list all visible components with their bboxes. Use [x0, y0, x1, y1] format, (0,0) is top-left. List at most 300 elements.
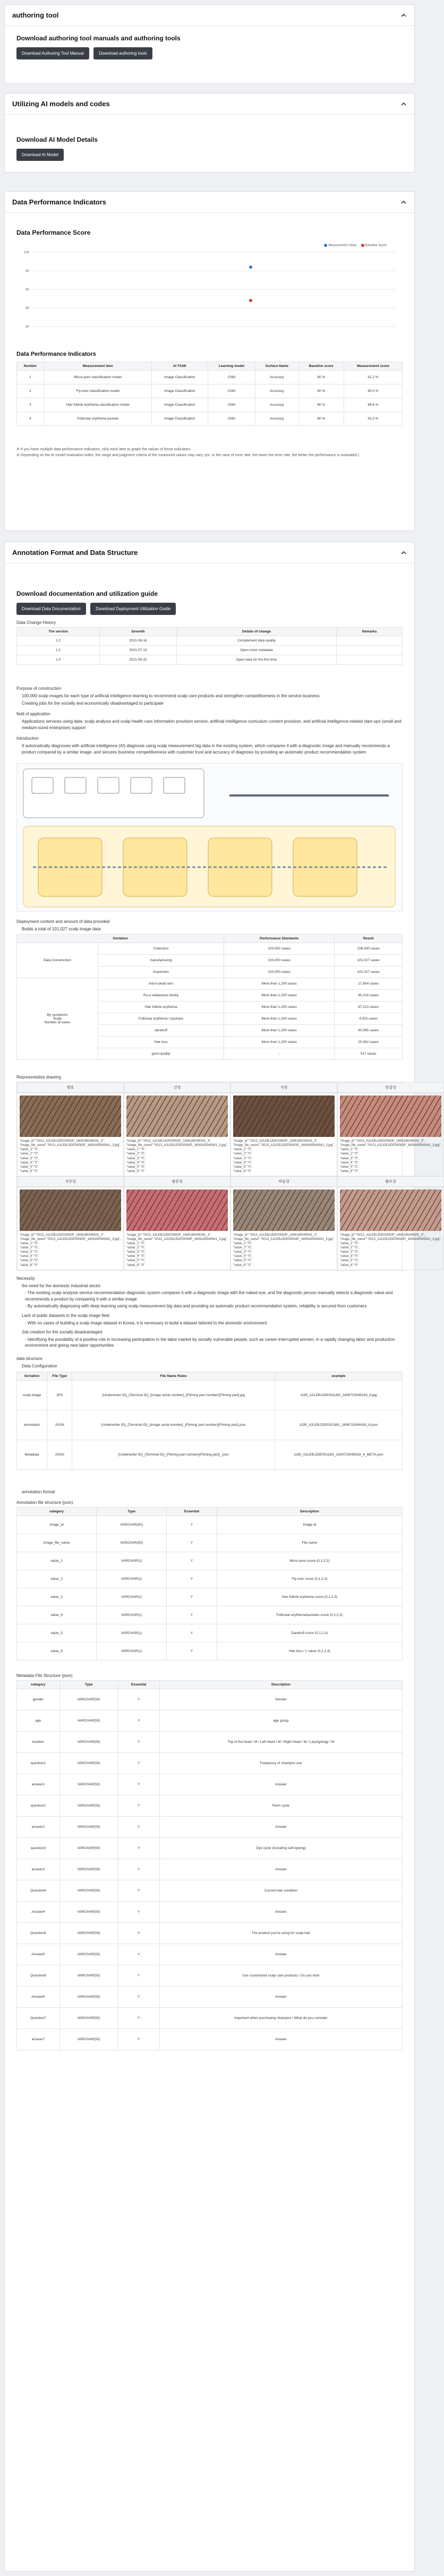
table-cell: Y [118, 1710, 159, 1732]
measurement-point[interactable] [249, 266, 252, 269]
table-cell: Y [118, 1944, 159, 1965]
table-cell: Y [167, 1642, 217, 1661]
table-cell: Question4 [17, 1880, 60, 1902]
annotation-table [16, 1507, 403, 1661]
table-row [17, 1624, 403, 1642]
rep-label: Representative drawing [16, 1075, 62, 1080]
table-cell: age [17, 1710, 60, 1732]
table-row [17, 2008, 403, 2029]
table-cell: 1.0 [17, 655, 100, 665]
table-cell: answer7 [17, 2029, 60, 2050]
table-cell: Micro-pore score (0,1,2,3) [217, 1552, 402, 1570]
table-row [17, 1902, 403, 1923]
group-cell: By symptoms Scalp Number of cases [17, 978, 98, 1060]
table-cell: Current hair condition [159, 1880, 402, 1902]
table-cell: VARCHAR(50) [96, 1516, 166, 1534]
gallery-cell [337, 1093, 444, 1176]
chevron-up-icon[interactable] [400, 101, 407, 107]
table-cell: VARCHAR(50) [59, 1774, 118, 1795]
table-header: Essential [167, 1508, 217, 1516]
table-cell: 100,000 cases [224, 966, 335, 978]
table-cell: question3 [17, 1838, 60, 1859]
table-cell: VARCHAR(50) [59, 1795, 118, 1817]
table-cell: VARCHAR(50) [59, 1923, 118, 1944]
table-header: File Name Rules [72, 1372, 275, 1380]
table-cell: answer3 [17, 1859, 60, 1880]
ai-model-panel [4, 93, 415, 173]
table-row [17, 1732, 403, 1753]
table-cell: VARCHAR(1) [96, 1606, 166, 1624]
table-row [17, 384, 403, 398]
y-tick-label: 90 [25, 288, 29, 292]
struct-label: data structure [16, 1356, 42, 1361]
th: Result [335, 935, 403, 943]
panel-header[interactable] [5, 93, 414, 115]
table-cell: 106,000 cases [335, 943, 403, 955]
section-heading: Download documentation and utilization guide [16, 590, 158, 597]
table-cell: JSON [47, 1440, 72, 1469]
scalp-image [126, 1096, 228, 1137]
table-cell: VARCHAR(50) [59, 2008, 118, 2029]
table-cell: {Underwriter ID}_{Terminal ID}_{Image serial number}_{Filming part number}{Filming part}.json [72, 1410, 275, 1440]
chevron-up-icon[interactable] [400, 550, 407, 556]
purpose-text: 100,000 scalp images for each type of artificial intelligence learning to recommend scalp care products and strengthen competitiveness in the service business [22, 694, 320, 698]
table-cell: Inspection [98, 966, 224, 978]
gallery-cell [124, 1187, 230, 1270]
table-cell: VARCHAR(1) [96, 1624, 166, 1642]
table-cell: VARCHAR(50) [59, 2029, 118, 2050]
nec-1b: - By automatically diagnosing with deep learning using scalp measurement big data and providing an automatic product recommendation system, reliability is secured from customers [25, 1304, 367, 1309]
table-row [17, 1753, 403, 1774]
table-cell: {Underwriter ID}_{Terminal ID}_{Image serial number}_{Filming part number}{Filming part}.jpg [72, 1380, 275, 1410]
table-cell: Collection [98, 943, 224, 955]
table-cell: Accuracy [255, 412, 298, 426]
table-cell: 40,065 cases [335, 1025, 403, 1037]
table-cell: Answer6 [17, 1987, 60, 2008]
chevron-up-icon[interactable] [400, 199, 407, 206]
score-chart [16, 242, 403, 332]
table-cell: Image Classification [152, 384, 208, 398]
table-cell: 1195_A2LEBJJDE00118G_1606723049163_6_META.json [275, 1440, 402, 1469]
table-row [17, 1774, 403, 1795]
table-cell: 1195_A2LEBJJDE00118G_1606723049163_6.json [275, 1410, 402, 1440]
y-tick-label: 100 [23, 251, 29, 254]
indicators-table [16, 362, 403, 426]
table-cell: Image Classification [152, 398, 208, 412]
table-cell: age group [159, 1710, 402, 1732]
history-label: Data Change History [16, 620, 56, 625]
intro-label: Introduction [16, 736, 39, 741]
table-cell: VARCHAR(50) [59, 1965, 118, 1987]
legend-baseline[interactable]: Baseline Score [361, 244, 387, 247]
table-row [17, 2029, 403, 2050]
gallery-heading: 비듬성 [230, 1176, 337, 1187]
intro-text: It automatically diagnoses with artificial intelligence (AI) diagnosis using scalp measurement big data in the existing system, which compares it with a diagnostic image and manually recommends a product compared by a similar image, and secures business competitiveness with customer trust and accuracy of diagnosis by providing an automatic product recommendation system [22, 743, 390, 755]
table-cell: Y [167, 1624, 217, 1642]
field-label: field of application [16, 712, 51, 717]
table-cell: 91.0 % [344, 412, 402, 426]
table-row [17, 412, 403, 426]
chart-legend [324, 244, 387, 247]
table-cell: Image Classification [152, 371, 208, 384]
table-cell: Frequency of shampoo use [159, 1753, 402, 1774]
note-2: ※ Depending on the AI model evaluation index, the range and judgment criteria of the measured values may vary. (ex. In the case of error rate, the lower the error rate, the better the performance is evaluated.) [16, 453, 360, 457]
table-cell: CNN [208, 371, 255, 384]
annotation-sample: "image_id":"0013_A2LEBJJDE00063P_1606185049341_3", "image_file_name":"0013_A2LEBJJDE00063P_1606185049341_3.jpg", "value_1":"0", "value_2":"0", "value_3":"0", "value_4":"0", "value_5":"0", "value_6":"0" [20, 1233, 121, 1267]
table-cell: More than 1,200 cases [224, 1013, 335, 1025]
table-cell: 101,027 cases [335, 966, 403, 978]
panel-header[interactable] [5, 542, 414, 563]
note-1: ※ If you have multiple data performance indicators, click each item to graph the values of those indicators. [16, 448, 191, 451]
gallery-heading: 지루성 [17, 1176, 124, 1187]
annotation-sample: "image_id":"0013_A2LEBJJDE00063P_1606185049341_3", "image_file_name":"0013_A2LEBJJDE00063P_1606185049341_3.jpg", "value_1":"0", "value_2":"0", "value_3":"0", "value_4":"0", "value_5":"0", "value_6":"0" [126, 1140, 228, 1173]
nec-3a: - Identifying the possibility of a positive role in increasing participation in the labor market by socially vulnerable people, such as career-interrupted women, in a rapidly changing labor and production environment and giving new labor opportunities [25, 1337, 395, 1348]
panel-title: Data Performance Indicators [12, 198, 107, 206]
table-cell: Hair follicle erythema score (0,1,2,3) [217, 1588, 402, 1606]
table-header: Type [96, 1508, 166, 1516]
history-table [16, 627, 403, 665]
table-cell: Image id [217, 1516, 402, 1534]
table-cell: 89.6 % [344, 398, 402, 412]
table-cell: Y [167, 1552, 217, 1570]
table-cell: annotation [17, 1410, 47, 1440]
download-guide-button[interactable]: Download Deployment Utilization Guide [90, 603, 176, 615]
table-row [17, 1944, 403, 1965]
table-cell: question2 [17, 1795, 60, 1817]
table-row [17, 1588, 403, 1606]
table-cell: location [17, 1732, 60, 1753]
gallery-cell [124, 1093, 230, 1176]
table-cell: 80 % [298, 384, 344, 398]
table-cell: good quality [98, 1048, 224, 1060]
table-cell: Micro-pore classification model [44, 371, 151, 384]
table-cell: manufacturing [98, 955, 224, 966]
table-cell: Open more metadata [176, 646, 336, 655]
table-row [17, 1987, 403, 2008]
table-cell: Answer [159, 2029, 402, 2050]
table-cell: value_4 [17, 1606, 97, 1624]
ann-label: annotation format [22, 1489, 55, 1494]
table-cell: More than 1,200 cases [224, 1002, 335, 1013]
table-cell: Y [118, 1732, 159, 1753]
table-cell: Y [118, 1817, 159, 1838]
scalp-image [20, 1096, 121, 1137]
table-cell: VARCHAR(1) [96, 1552, 166, 1570]
table-header: File Type [47, 1372, 72, 1380]
table-cell: Ro-a sebaceous family [98, 990, 224, 1002]
deploy-label: Deployment content and amount of data provided [16, 919, 110, 924]
authoring-tool-panel [4, 4, 415, 84]
table-cell: VARCHAR(50) [59, 1944, 118, 1965]
scalp-image [233, 1096, 335, 1137]
gallery-heading: 염증성 [124, 1176, 230, 1187]
table-cell: 1 [17, 371, 44, 384]
gallery-heading: 탈모성 [337, 1176, 444, 1187]
table-cell: Y [118, 1923, 159, 1944]
table-cell: VARCHAR(50) [96, 1534, 166, 1552]
table-cell: 17,654 cases [335, 978, 403, 990]
legend-measurement[interactable]: Measurement Value [324, 244, 356, 247]
table-header: The version [17, 628, 100, 636]
table-cell: image_id [17, 1516, 97, 1534]
annotation-sample: "image_id":"0013_A2LEBJJDE00063P_1606185049341_3", "image_file_name":"0013_A2LEBJJDE00063P_1606185049341_3.jpg", "value_1":"0", "value_2":"0", "value_3":"0", "value_4":"0", "value_5":"0", "value_6":"0" [233, 1140, 335, 1173]
annotation-sample: "image_id":"0013_A2LEBJJDE00063P_1606185049341_3", "image_file_name":"0013_A2LEBJJDE00063P_1606185049341_3.jpg", "value_1":"0", "value_2":"0", "value_3":"0", "value_4":"0", "value_5":"0", "value_6":"0" [20, 1140, 121, 1173]
table-cell: 517 cases [335, 1048, 403, 1060]
table-cell: Top of the head / M / Left Hand / M / Right Head / M / Laryngology / M [159, 1732, 402, 1753]
nec-2: Lack of public datasets in the scalp image field [22, 1313, 109, 1319]
table-cell: Follicular erythema/pustules score (0,1,2,3) [217, 1606, 402, 1624]
table-cell: Important when purchasing shampoo / What do you consider [159, 2008, 402, 2029]
table-cell [337, 636, 403, 646]
table-row [17, 1380, 403, 1410]
table-cell: 80,216 cases [335, 990, 403, 1002]
section-heading: Download authoring tool manuals and authoring tools [16, 35, 181, 42]
th: Sortation [17, 935, 224, 943]
table-cell: Y [118, 1902, 159, 1923]
scalp-image [340, 1189, 441, 1231]
table-cell: 2021-06-10 [100, 655, 177, 665]
table-cell: 87,213 cases [335, 1002, 403, 1013]
table-cell: 101,027 cases [335, 955, 403, 966]
table-cell: Hair follicle erythema [98, 1002, 224, 1013]
table-cell: gender [17, 1689, 60, 1710]
table-cell: VARCHAR(50) [59, 1753, 118, 1774]
table-row [17, 1689, 403, 1710]
metadata-table [16, 1680, 403, 2050]
table-cell: Y [167, 1534, 217, 1552]
table-row [17, 1838, 403, 1859]
table-cell: Accuracy [255, 371, 298, 384]
service-diagram [16, 763, 403, 912]
table-cell: VARCHAR(50) [59, 1859, 118, 1880]
table-cell: image_file_name [17, 1534, 97, 1552]
table-cell: VARCHAR(1) [96, 1570, 166, 1588]
annotation-sample: "image_id":"0013_A2LEBJJDE00063P_1606185049341_3", "image_file_name":"0013_A2LEBJJDE00063P_1606185049341_3.jpg", "value_1":"0", "value_2":"0", "value_3":"0", "value_4":"0", "value_5":"0", "value_6":"0" [340, 1140, 441, 1173]
section-heading: Download AI Model Details [16, 136, 98, 143]
table-row [17, 1965, 403, 1987]
gallery-heading: 민감성 [337, 1082, 444, 1093]
table-cell: The product you're using for scalp hair [159, 1923, 402, 1944]
table-row [17, 1795, 403, 1817]
table-cell: {Underwriter ID}_{Terminal ID}_{Filming part number}{Filming part}_.json [72, 1440, 275, 1469]
table-cell: scalp image [17, 1380, 47, 1410]
scalp-image [20, 1189, 121, 1231]
table-cell: 2021-08-16 [100, 636, 177, 646]
table-cell: 4 [17, 412, 44, 426]
table-header: Description [159, 1681, 402, 1689]
table-row [17, 943, 403, 955]
table-cell: More than 1,200 cases [224, 1025, 335, 1037]
table-cell: 80 % [298, 398, 344, 412]
table-cell: Answer5 [17, 1944, 60, 1965]
table-cell: value_6 [17, 1642, 97, 1661]
scalp-image [233, 1189, 335, 1231]
panel-title: Utilizing AI models and codes [12, 100, 110, 108]
download-manual-button[interactable]: Download Authoring Tool Manual [16, 47, 89, 59]
necessity-label: Necessity [16, 1276, 35, 1281]
table-header: AI TASK [152, 362, 208, 371]
table-cell: Y [167, 1516, 217, 1534]
chevron-up-icon[interactable] [400, 12, 407, 19]
table-cell: 4,002 cases [335, 1013, 403, 1025]
table-cell: dandruff [98, 1025, 224, 1037]
table-cell: Question5 [17, 1923, 60, 1944]
table-header: Sortation [17, 1372, 47, 1380]
deploy-table [16, 934, 403, 1060]
table-cell: Question7 [17, 2008, 60, 2029]
table-cell: Follicular erythema pustule [44, 412, 151, 426]
table-row [17, 1642, 403, 1661]
nec-3: Job creation for the socially disadvantaged [22, 1330, 103, 1335]
table-cell: Answer [159, 1774, 402, 1795]
table-cell: Perm cycle [159, 1795, 402, 1817]
table-cell: 3 [17, 398, 44, 412]
gallery-heading: 양호 [17, 1082, 124, 1093]
annotation-panel [4, 542, 441, 2572]
diagram-svg [17, 764, 403, 912]
performance-panel [4, 191, 415, 531]
field-text: Applications services using data: scalp analysis and scalp health care information provision service, artificial intelligence curriculum content provision, and artificial intelligence-related start-ups (small and medium-sized enterprises support [22, 719, 402, 730]
table-cell: Y [118, 2008, 159, 2029]
table-cell: VARCHAR(50) [59, 1817, 118, 1838]
table-cell: Hair loss [98, 1037, 224, 1048]
table-cell: Y [118, 1838, 159, 1859]
table-cell: value_2 [17, 1570, 97, 1588]
table-cell: Open data for the first time [176, 655, 336, 665]
baseline-point[interactable] [249, 299, 252, 302]
table-row [17, 1923, 403, 1944]
table-row [17, 1710, 403, 1732]
panel-header[interactable] [5, 5, 414, 26]
table-cell: 91.2 % [344, 371, 402, 384]
table-cell: question1 [17, 1753, 60, 1774]
table-cell: 80 % [298, 371, 344, 384]
table-cell: Hair loss / 1 value (0,1,2,3) [217, 1642, 402, 1661]
table-cell: Y [118, 1965, 159, 1987]
download-tools-button[interactable]: Download authoring tools [93, 47, 152, 59]
table-cell: Accuracy [255, 398, 298, 412]
table-header: Measurement score [344, 362, 402, 371]
table-header: category [17, 1681, 60, 1689]
table-cell: Y [167, 1570, 217, 1588]
table-header: Seventh [100, 628, 177, 636]
scalp-image [340, 1096, 441, 1137]
table-cell: VARCHAR(50) [59, 1710, 118, 1732]
gallery-cell [17, 1093, 124, 1176]
config-table [16, 1372, 403, 1470]
annotation-sample: "image_id":"0013_A2LEBJJDE00063P_1606185049341_3", "image_file_name":"0013_A2LEBJJDE00063P_1606185049341_3.jpg", "value_1":"0", "value_2":"0", "value_3":"0", "value_4":"0", "value_5":"0", "value_6":"0" [126, 1233, 228, 1267]
table-cell: CNN [208, 398, 255, 412]
table-cell [337, 655, 403, 665]
nec-1a: - The existing scalp analysis service recommendation diagnostic system compares it with a diagnostic image with the naked eye, and the diagnostic person manually selects a diagnostic value and recommends a product by comparing it with a similar image [25, 1290, 393, 1302]
table-cell: Question6 [17, 1965, 60, 1987]
table-cell: 80 % [298, 412, 344, 426]
table-cell: Y [118, 1859, 159, 1880]
ann-struct-label: Annotation file structure (json) [16, 1500, 73, 1505]
y-tick-label: 80 [25, 326, 29, 329]
table-cell: value_1 [17, 1552, 97, 1570]
representative-gallery [16, 1082, 441, 1271]
table-cell: VARCHAR(50) [59, 1689, 118, 1710]
table-cell: Y [118, 2029, 159, 2050]
table-cell: value_5 [17, 1624, 97, 1642]
group-cell: Data Construction [17, 943, 98, 978]
panel-title: Annotation Format and Data Structure [12, 549, 138, 557]
table-cell: 1.2 [17, 636, 100, 646]
table-row [17, 398, 403, 412]
cfg-label: Data Configuration [22, 1364, 57, 1368]
table-cell: 100,000 cases [224, 955, 335, 966]
table-row [17, 1859, 403, 1880]
download-documentation-button[interactable]: Download Data Documentation [16, 603, 86, 615]
gallery-heading: 지성 [230, 1082, 337, 1093]
table-cell: VARCHAR(1) [96, 1588, 166, 1606]
table-cell: Metadata [17, 1440, 47, 1469]
table-header: category [17, 1508, 97, 1516]
table-cell: Answer [159, 1987, 402, 2008]
table-header: Details of change [176, 628, 336, 636]
y-tick-label: 85 [25, 307, 29, 310]
table-cell: 2021-07-13 [100, 646, 177, 655]
table-header: Measurement item [44, 362, 151, 371]
table-header: Number [17, 362, 44, 371]
table-cell: Complement data quality [176, 636, 336, 646]
score-title: Data Performance Score [16, 229, 91, 236]
table-cell: - [224, 1048, 335, 1060]
table-cell: Answer [159, 1817, 402, 1838]
table-cell: Accuracy [255, 384, 298, 398]
annotation-sample: "image_id":"0013_A2LEBJJDE00063P_1606185049341_3", "image_file_name":"0013_A2LEBJJDE00063P_1606185049341_3.jpg", "value_1":"0", "value_2":"0", "value_3":"0", "value_4":"0", "value_5":"0", "value_6":"0" [233, 1233, 335, 1267]
table-row [17, 1410, 403, 1440]
th: Performance Standards [224, 935, 335, 943]
table-cell: VARCHAR(50) [59, 1880, 118, 1902]
table-cell: 100,000 cases [224, 943, 335, 955]
panel-header[interactable] [5, 192, 414, 213]
table-row [17, 1817, 403, 1838]
gallery-cell [17, 1187, 124, 1270]
deploy-text: Builds a total of 101,027 scalp image data [22, 926, 101, 931]
table-cell: Dandruff score (0,1,2,3) [217, 1624, 402, 1642]
table-cell: More than 1,200 cases [224, 1037, 335, 1048]
purpose-text-2: Creating jobs for the socially and economically disadvantaged to participate [22, 700, 164, 706]
score-svg [16, 242, 402, 332]
table-row [17, 1516, 403, 1534]
table-cell: More than 1,200 cases [224, 978, 335, 990]
table-cell: Gender [159, 1689, 402, 1710]
table-row [17, 1880, 403, 1902]
table-header: Baseline score [298, 362, 344, 371]
table-cell: CNN [208, 384, 255, 398]
table-row [17, 978, 403, 990]
dot-icon [361, 244, 364, 247]
table-header: Essential [118, 1681, 159, 1689]
nec-2a: - With no cases of building a scalp image dataset in Korea, it is necessary to build a dataset tailored to the domestic environment [25, 1320, 267, 1325]
table-header: Remarks [337, 628, 403, 636]
scalp-image [126, 1189, 228, 1231]
table-cell: Fly-over classification model [44, 384, 151, 398]
table-cell: Answer [159, 1944, 402, 1965]
meta-label: Metadata File Structure (json) [16, 1673, 73, 1679]
table-row [17, 1570, 403, 1588]
table-row [17, 1606, 403, 1624]
table-cell: Answer [159, 1902, 402, 1923]
table-cell: Fly-over score (0,1,2,3) [217, 1570, 402, 1588]
gallery-cell [230, 1093, 337, 1176]
download-ai-model-button[interactable]: Download AI Model [16, 149, 64, 161]
table-row [17, 1552, 403, 1570]
table-header: Surface Name [255, 362, 298, 371]
table-cell: 1.1 [17, 646, 100, 655]
